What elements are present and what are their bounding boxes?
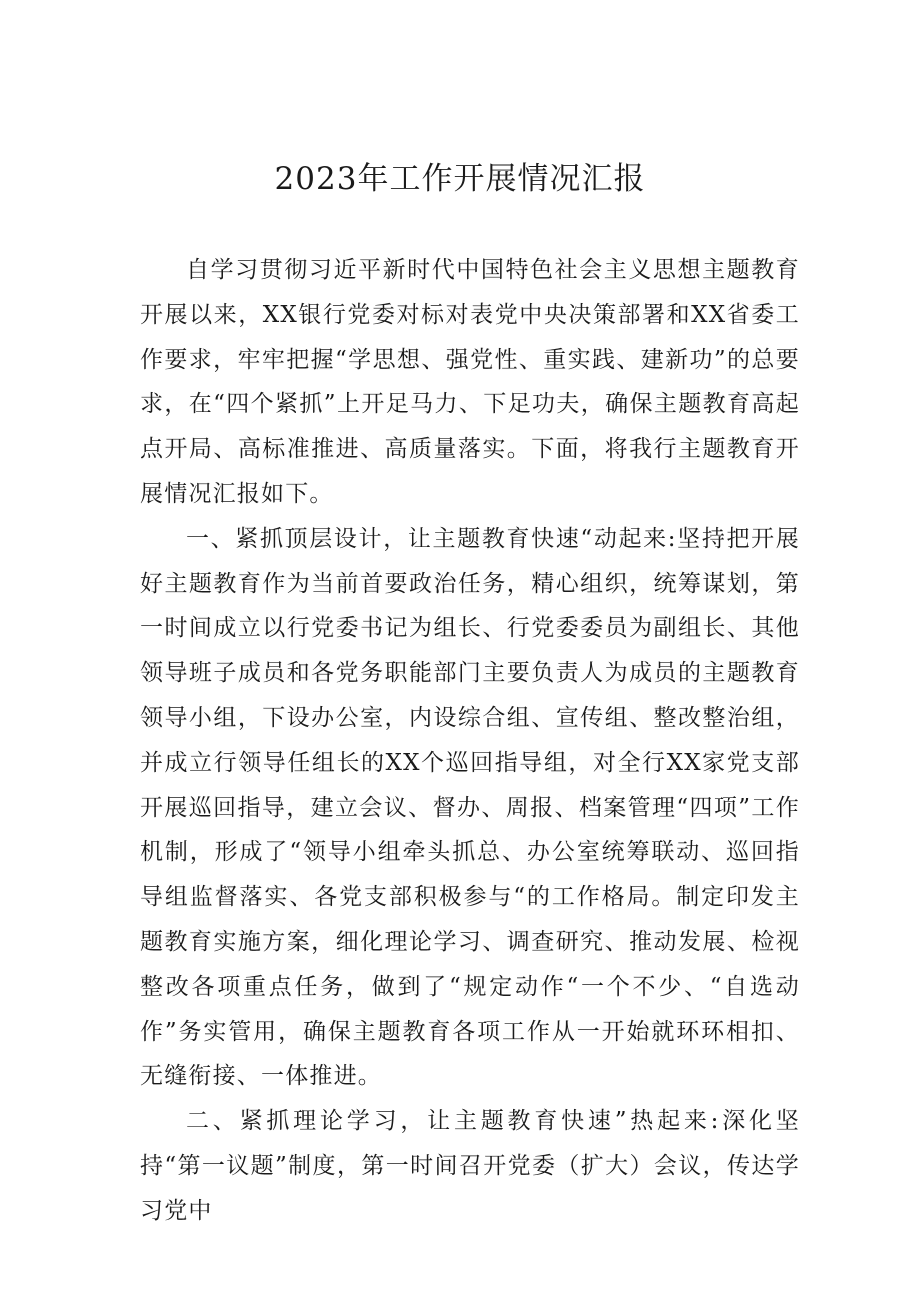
paragraph-intro: 自学习贯彻习近平新时代中国特色社会主义思想主题教育开展以来，XX银行党委对标对表党中央决策部署和XX省委工作要求，牢牢把握“学思想、强党性、重实践、建新功”的总要求，在“四个紧抓”上开足马力、下足功夫，确保主题教育高起点开局、高标准推进、高质量落实。下面，将我行主题教育开展情况汇报如下。 (140, 257, 800, 507)
paragraph-section-1: 一、紧抓顶层设计，让主题教育快速“动起来:坚持把开展好主题教育作为当前首要政治任务，精心组织，统筹谋划，第一时间成立以行党委书记为组长、行党委委员为副组长、其他领导班子成员和各党务职能部门主要负责人为成员的主题教育领导小组，下设办公室，内设综合组、宣传组、整改整治组，并成立行领导任组长的XX个巡回指导组，对全行XX家党支部开展巡回指导，建立会议、督办、周报、档案管理“四项”工作机制，形成了“领导小组牵头抓总、办公室统筹联动、巡回指导组监督落实、各党支部积极参与“的工作格局。制定印发主题教育实施方案，细化理论学习、调查研究、推动发展、检视整改各项重点任务，做到了“规定动作“一个不少、“自选动作”务实管用，确保主题教育各项工作从一开始就环环相扣、无缝衔接、一体推进。 (140, 525, 800, 1090)
document-title: 2023年工作开展情况汇报 (274, 161, 646, 197)
document-body (140, 248, 800, 1234)
paragraph-section-2: 二、紧抓理论学习，让主题教育快速”热起来:深化坚持“第一议题”制度，第一时间召开党委（扩大）会议，传达学习党中 (140, 1108, 800, 1224)
